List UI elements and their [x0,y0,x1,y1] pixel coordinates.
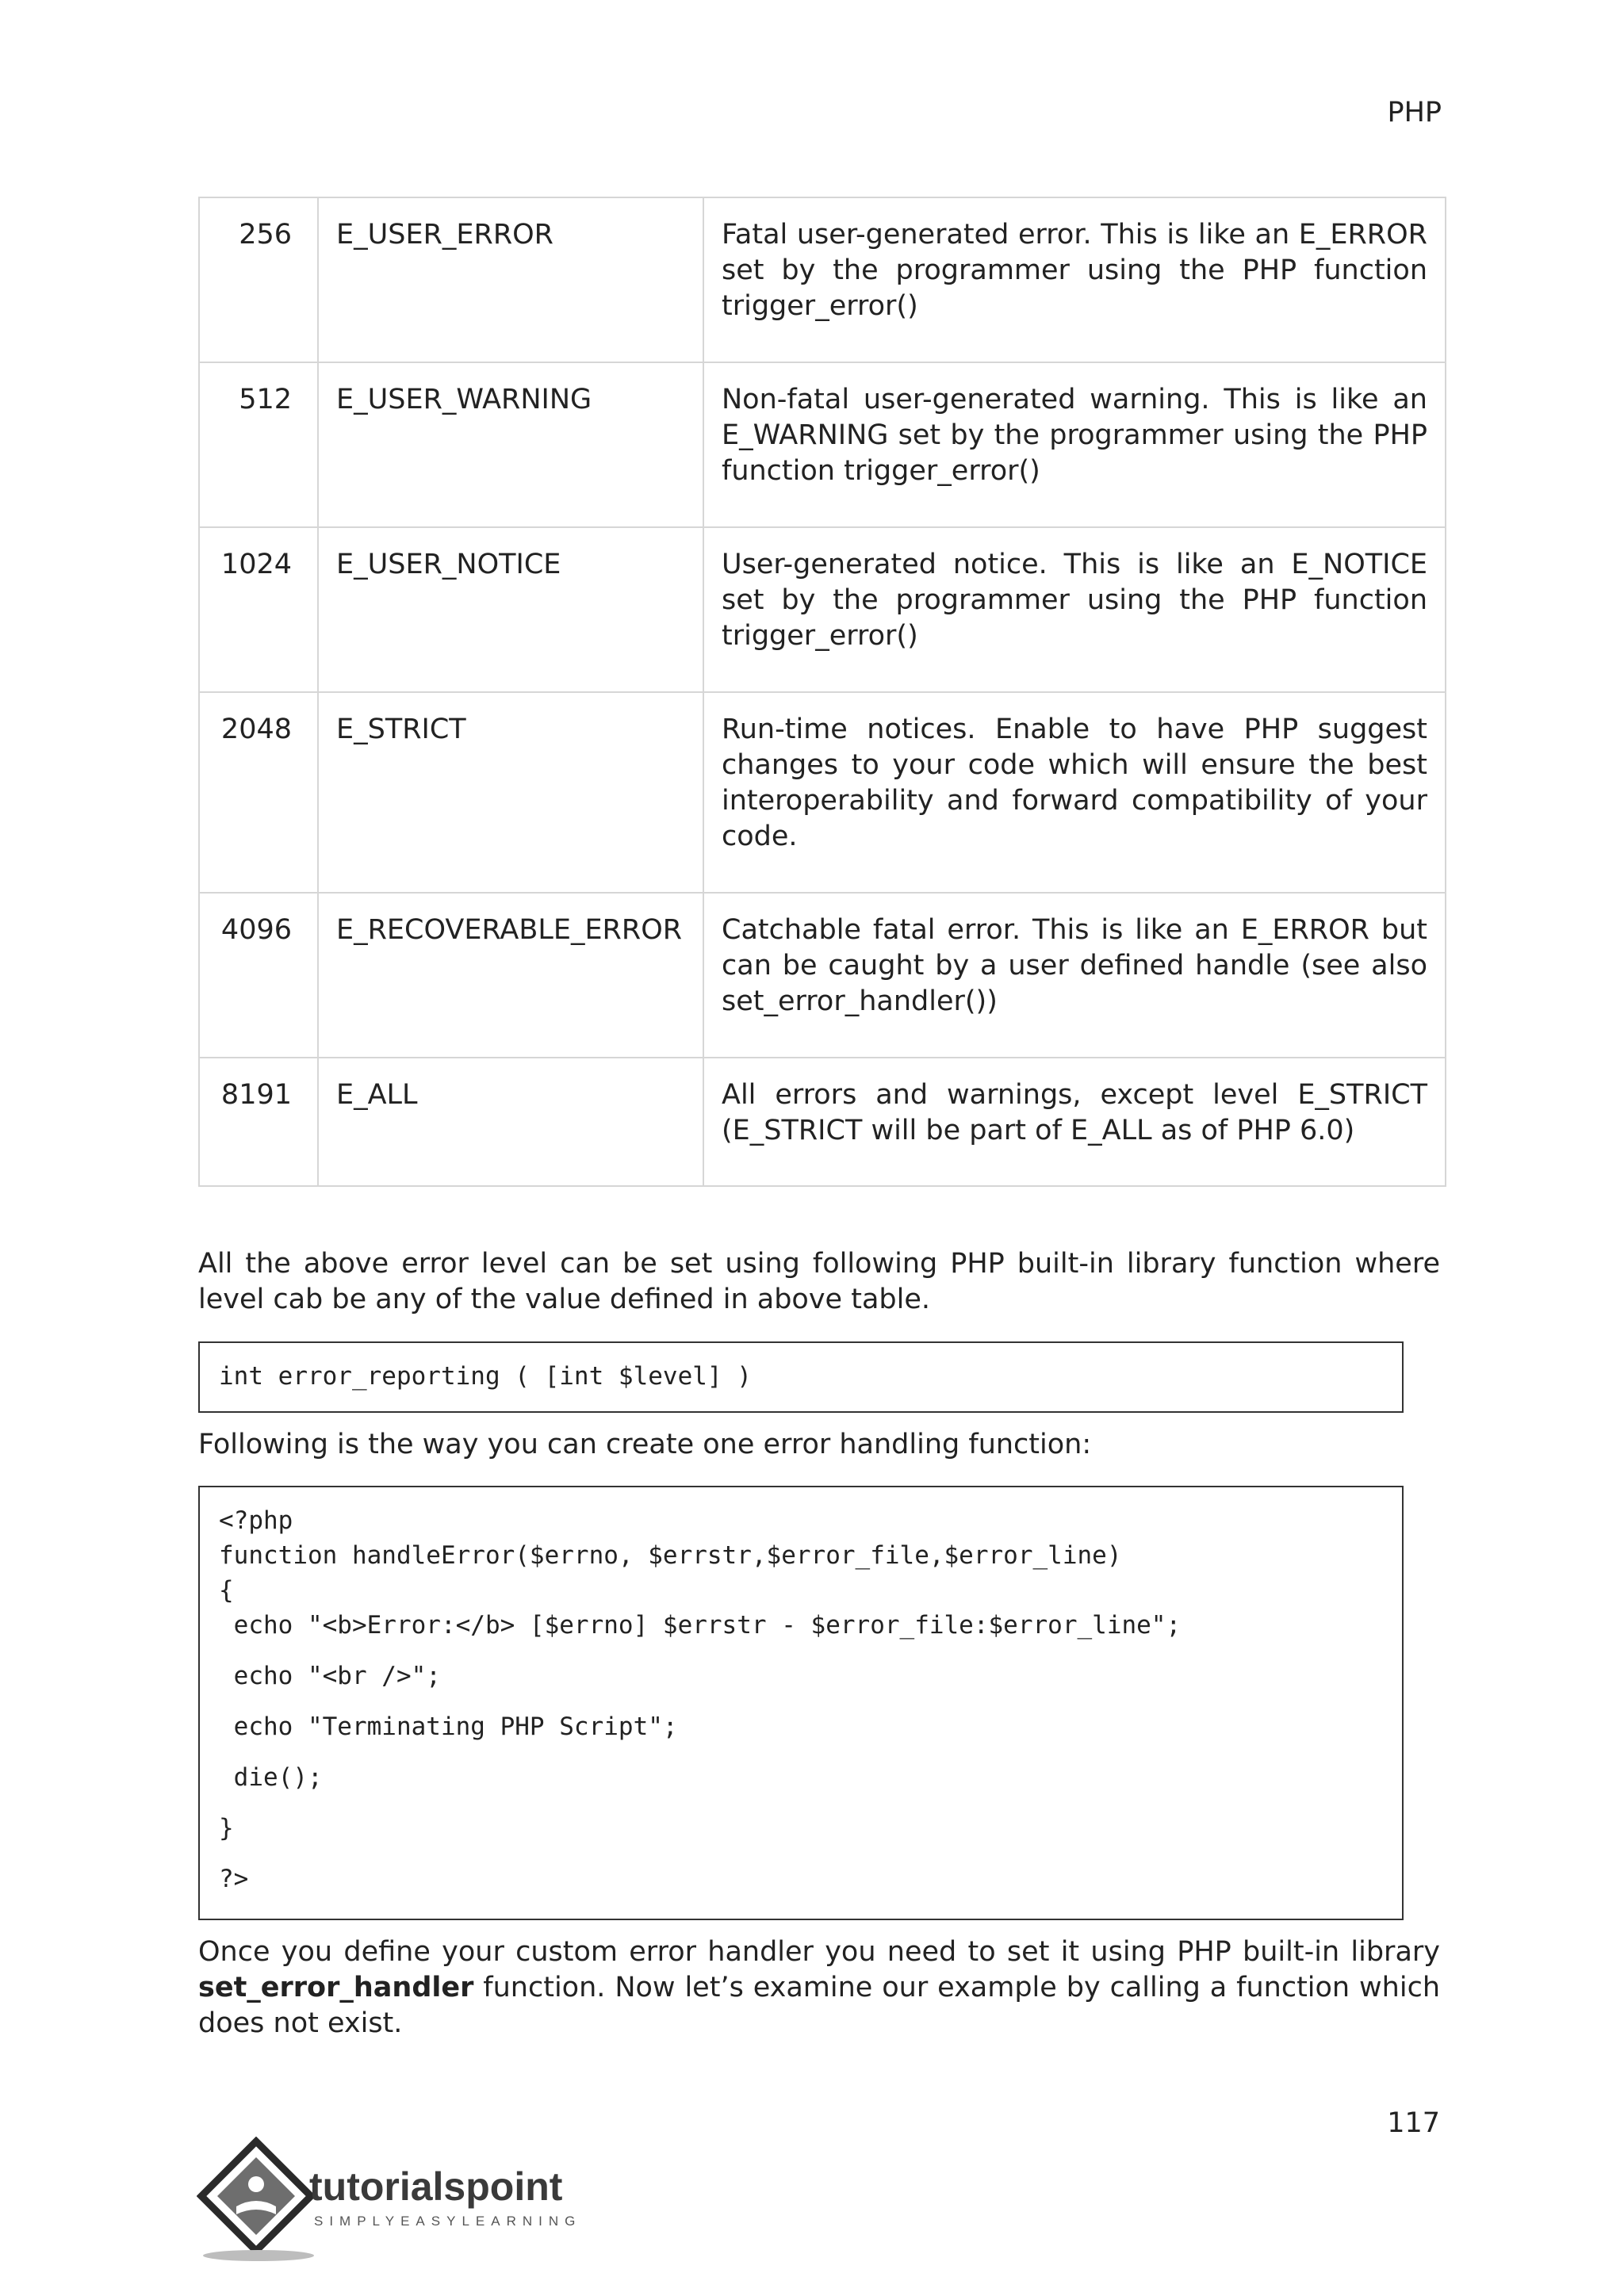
table-row [199,197,1446,362]
error-description: Catchable fatal error. This is like an E_ERROR but can be caught by a user defined handle (see also set_error_handler()) [703,893,1446,1058]
code-line: echo "<br />"; [219,1662,441,1690]
table-row [199,527,1446,692]
code-line: int error_reporting ( [int $level] ) [219,1362,752,1391]
error-value: 2048 [199,692,318,893]
code-line: die(); [219,1763,323,1792]
error-value: 1024 [199,527,318,692]
error-value: 512 [199,362,318,527]
error-description: Fatal user-generated error. This is like an E_ERROR set by the programmer using the PHP function trigger_error() [703,197,1446,362]
error-description: Non-fatal user-generated warning. This is like an E_WARNING set by the programmer using the PHP function trigger_error() [703,362,1446,527]
page-number: 117 [1387,2107,1440,2139]
page-header-title: PHP [1387,97,1442,128]
set-handler-paragraph [198,1934,1440,2042]
table-row [199,692,1446,893]
error-description: All errors and warnings, except level E_STRICT (E_STRICT will be part of E_ALL as of PHP 6.0) [703,1058,1446,1186]
error-value: 4096 [199,893,318,1058]
error-value: 256 [199,197,318,362]
error-description: User-generated notice. This is like an E_NOTICE set by the programmer using the PHP function trigger_error() [703,527,1446,692]
error-constant: E_STRICT [318,692,703,893]
error-constant: E_RECOVERABLE_ERROR [318,893,703,1058]
error-constant: E_USER_ERROR [318,197,703,362]
paragraph-text: function. Now let’s examine our example by calling a function which does not exist. [198,1972,1440,2039]
error-levels-table [198,197,1446,1187]
code-line: function handleError($errno, $errstr,$error_file,$error_line) [219,1541,1122,1570]
error-value: 8191 [199,1058,318,1186]
error-description: Run-time notices. Enable to have PHP suggest changes to your code which will ensure the best interoperability and forward compatibility of your code. [703,692,1446,893]
handler-intro-paragraph: Following is the way you can create one error handling function: [198,1429,1092,1460]
code-block-handler [198,1486,1404,1920]
code-block-error-reporting [198,1341,1404,1413]
table-row [199,362,1446,527]
code-line: ?> [219,1865,249,1893]
logo-text: tutorialspoint [309,2164,563,2209]
error-constant: E_ALL [318,1058,703,1186]
logo-tagline: SIMPLYEASYLEARNING [314,2214,582,2229]
code-line: } [219,1814,234,1843]
code-line: <?php [219,1506,293,1535]
table-row [199,893,1446,1058]
error-constant: E_USER_WARNING [318,362,703,527]
code-line: echo "Terminating PHP Script"; [219,1712,678,1741]
intro-paragraph: All the above error level can be set using following PHP built-in library function where level cab be any of the value defined in above table. [198,1248,1440,1315]
error-constant: E_USER_NOTICE [318,527,703,692]
table-row [199,1058,1446,1186]
paragraph-text: Once you define your custom error handler you need to set it using PHP built-in library [198,1936,1440,1968]
function-name: set_error_handler [198,1972,474,2003]
code-line: echo "<b>Error:</b> [$errno] $errstr - $error_file:$error_line"; [219,1611,1182,1640]
tutorialspoint-logo [197,2137,609,2267]
code-line: { [219,1576,234,1605]
